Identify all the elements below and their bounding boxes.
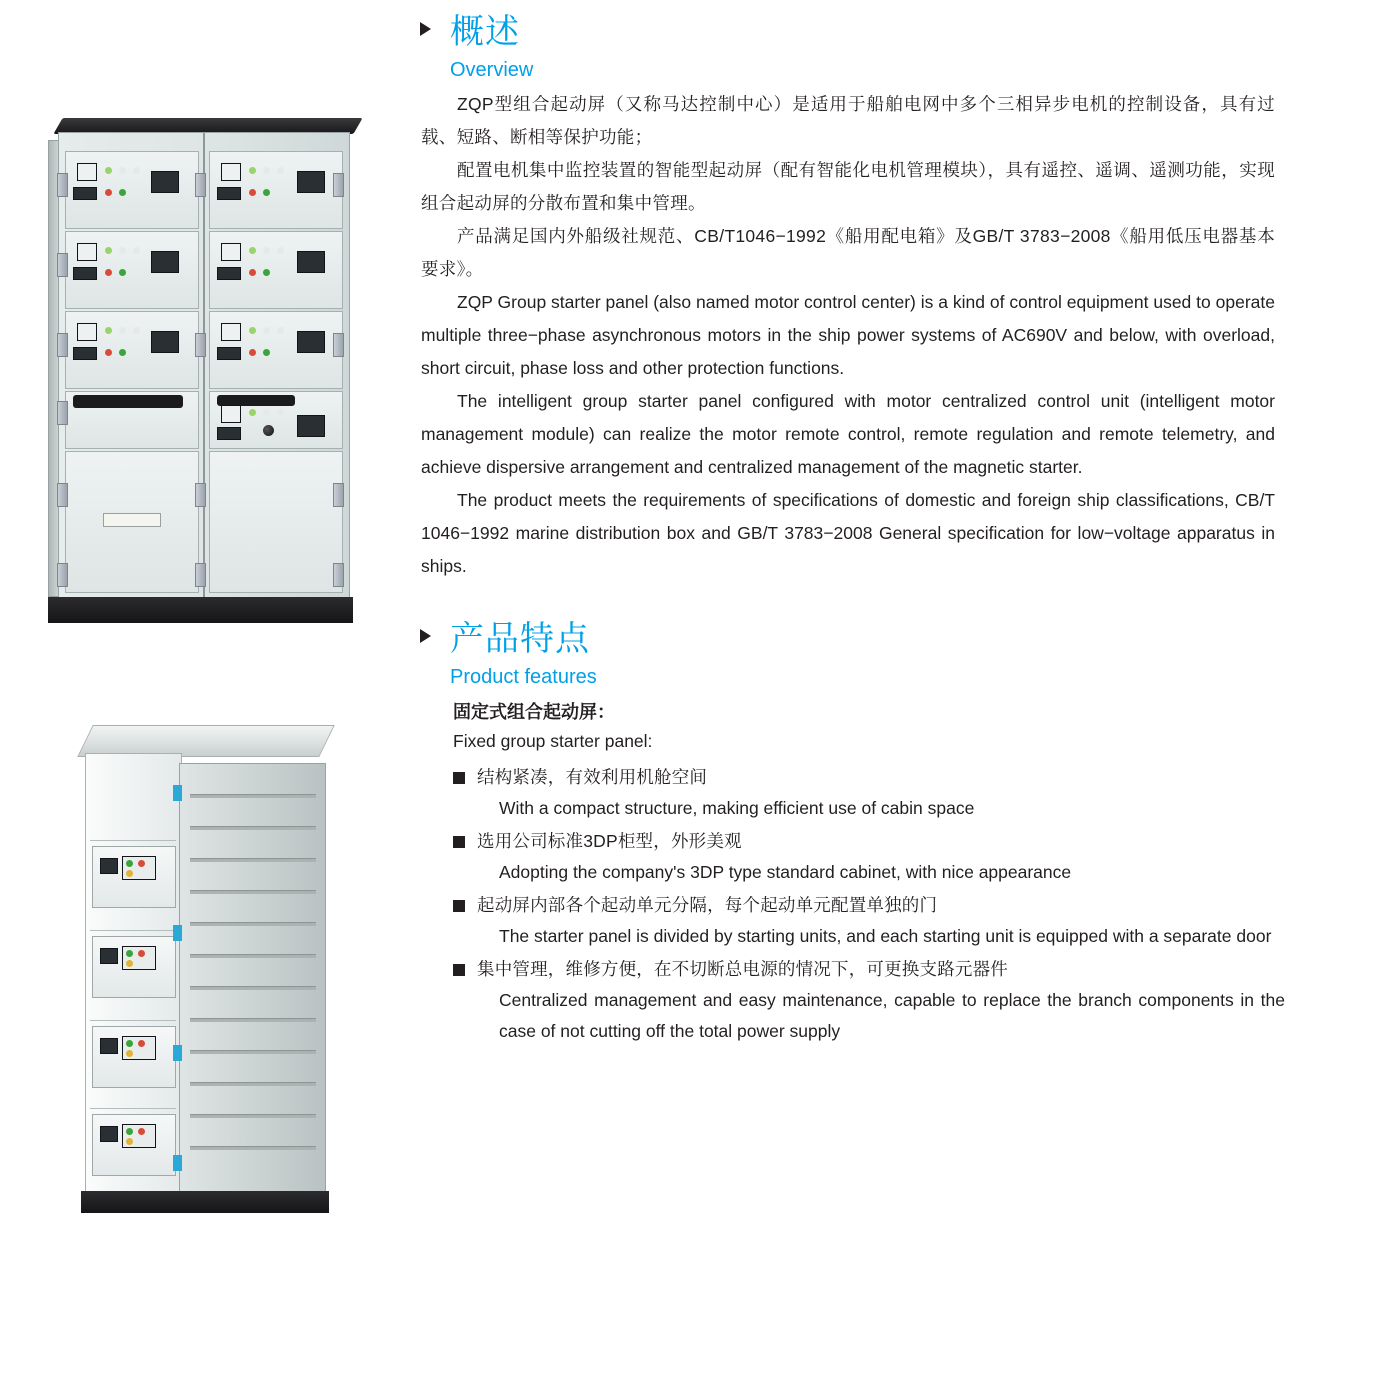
status-led [277, 327, 284, 334]
door-hinge [195, 333, 206, 357]
status-led [126, 960, 133, 967]
status-led [277, 247, 284, 254]
cabinet-front-face [85, 753, 182, 1195]
side-latch [173, 925, 182, 941]
ammeter [73, 347, 97, 360]
image-column [0, 0, 400, 1379]
status-led [119, 189, 126, 196]
control-switch [297, 331, 325, 353]
ammeter [73, 267, 97, 280]
ventilation-slot [190, 794, 316, 798]
status-led [105, 189, 112, 196]
status-led [249, 269, 256, 276]
status-led [126, 1040, 133, 1047]
door-hinge [57, 173, 68, 197]
door-hinge [333, 333, 344, 357]
status-led [105, 349, 112, 356]
status-led [277, 409, 284, 416]
features-subtitle-cn: 固定式组合起动屏： [453, 702, 615, 722]
control-switch [100, 1038, 118, 1054]
overview-paragraph-en-3: The product meets the requirements of specifications of domestic and foreign ship classifications, CB/T 1046−1992 marine distribution box and GB/T 3783−2008 General specification for low−voltage apparatus in ships. [421, 490, 1275, 576]
door-hinge [57, 333, 68, 357]
status-led [249, 409, 256, 416]
section-heading-features [405, 617, 1285, 661]
feature-text-en: Adopting the company's 3DP type standard cabinet, with nice appearance [499, 862, 1072, 882]
door-hinge [333, 563, 344, 587]
ventilation-slot [190, 1018, 316, 1022]
control-switch [297, 415, 325, 437]
overview-paragraph-en-1: ZQP Group starter panel (also named motor control center) is a kind of control equipment used to operate multiple three−phase asynchronous motors in the ship power systems of AC690V and below, with overload, short circuit, phase loss and other protection functions. [421, 292, 1275, 378]
ventilation-slot [190, 1146, 316, 1150]
status-led [263, 167, 270, 174]
panel-seam [90, 840, 176, 841]
ventilation-slot [190, 1114, 316, 1118]
ventilation-slot [190, 922, 316, 926]
status-led [119, 247, 126, 254]
status-led [119, 269, 126, 276]
indicator-window [221, 323, 241, 341]
status-led [263, 327, 270, 334]
control-switch [297, 251, 325, 273]
ventilation-slot [190, 858, 316, 862]
status-led [126, 1128, 133, 1135]
door-hinge [57, 563, 68, 587]
cabinet-title-strip [73, 141, 153, 148]
square-bullet-icon [453, 900, 465, 912]
door-hinge [195, 563, 206, 587]
text-column [405, 0, 1285, 1379]
ventilation-slot [190, 890, 316, 894]
feature-text-en: With a compact structure, making efficient use of cabin space [499, 798, 975, 818]
ammeter [217, 267, 241, 280]
status-led [138, 1128, 145, 1135]
section-heading-overview [405, 10, 1285, 54]
status-led [126, 1050, 133, 1057]
status-led [263, 247, 270, 254]
selector-knob [263, 425, 274, 436]
control-switch [297, 171, 325, 193]
triangle-bullet-icon [420, 629, 431, 643]
status-led [133, 247, 140, 254]
door-hinge [57, 401, 68, 425]
door-hinge [195, 173, 206, 197]
feature-item [405, 953, 1285, 1047]
status-led [249, 349, 256, 356]
panel-seam [90, 930, 176, 931]
ventilation-slot [190, 986, 316, 990]
square-bullet-icon [453, 772, 465, 784]
overview-paragraph-en-2: The intelligent group starter panel configured with motor centralized control unit (intelligent motor management module) can realize the motor remote control, remote regulation and remote telemetry, and achieve dispersive arrangement and centralized management of the magnetic starter. [421, 391, 1275, 477]
status-led [126, 1138, 133, 1145]
overview-paragraph-cn-3: 产品满足国内外船级社规范、CB/T1046−1992《船用配电箱》及GB/T 3783−2008《船用低压电器基本要求》。 [421, 226, 1275, 279]
status-led [105, 247, 112, 254]
cabinet-plinth [81, 1191, 329, 1213]
status-led [105, 167, 112, 174]
status-led [119, 327, 126, 334]
control-switch [151, 251, 179, 273]
status-led [138, 860, 145, 867]
ammeter [217, 347, 241, 360]
cabinet-side-face [179, 763, 326, 1195]
feature-item [405, 761, 1285, 824]
status-led [263, 269, 270, 276]
ventilation-slot [190, 954, 316, 958]
triangle-bullet-icon [420, 22, 431, 36]
door-handle [73, 395, 183, 408]
feature-text-cn: 起动屏内部各个起动单元分隔，每个起动单元配置单独的门 [477, 895, 938, 915]
ventilation-slot [190, 1050, 316, 1054]
product-photo-angle [55, 725, 375, 1245]
status-led [138, 1040, 145, 1047]
status-led [138, 950, 145, 957]
lower-compartment-door [209, 451, 343, 593]
indicator-window [221, 163, 241, 181]
indicator-window [221, 243, 241, 261]
features-subtitle-en: Fixed group starter panel: [453, 731, 653, 751]
section-title-en: Overview [450, 59, 534, 81]
ammeter [217, 427, 241, 440]
feature-item [405, 825, 1285, 888]
square-bullet-icon [453, 964, 465, 976]
ammeter [217, 187, 241, 200]
status-led [249, 189, 256, 196]
cabinet-center-divider [203, 133, 205, 598]
section-title-en: Product features [450, 666, 597, 688]
indicator-window [221, 405, 241, 423]
indicator-window [77, 243, 97, 261]
status-led [105, 269, 112, 276]
door-hinge [333, 483, 344, 507]
status-led [126, 950, 133, 957]
control-switch [100, 858, 118, 874]
status-led [249, 167, 256, 174]
control-switch [100, 1126, 118, 1142]
cabinet-front-body [58, 132, 350, 599]
status-led [263, 189, 270, 196]
status-led [133, 167, 140, 174]
status-led [263, 409, 270, 416]
status-led [263, 349, 270, 356]
feature-text-cn: 选用公司标准3DP柜型，外形美观 [477, 831, 742, 851]
ventilation-slot [190, 826, 316, 830]
status-led [119, 349, 126, 356]
feature-item [405, 889, 1285, 952]
indicator-window [77, 163, 97, 181]
side-latch [173, 785, 182, 801]
status-led [105, 327, 112, 334]
panel-seam [90, 1020, 176, 1021]
section-title-cn: 产品特点 [450, 620, 590, 658]
panel-seam [90, 1108, 176, 1109]
control-switch [151, 331, 179, 353]
ammeter [73, 187, 97, 200]
indicator-window [77, 323, 97, 341]
status-led [277, 167, 284, 174]
door-hinge [195, 483, 206, 507]
status-led [133, 327, 140, 334]
door-hinge [57, 483, 68, 507]
status-led [126, 860, 133, 867]
nameplate [103, 513, 161, 527]
status-led [249, 247, 256, 254]
side-latch [173, 1045, 182, 1061]
feature-text-en: Centralized management and easy maintenance, capable to replace the branch components in the case of not cutting off the total power supply [499, 990, 1285, 1041]
control-switch [151, 171, 179, 193]
control-switch [100, 948, 118, 964]
feature-text-en: The starter panel is divided by starting units, and each starting unit is equipped with a separate door [499, 926, 1272, 946]
door-hinge [57, 253, 68, 277]
door-hinge [333, 173, 344, 197]
square-bullet-icon [453, 836, 465, 848]
status-led [126, 870, 133, 877]
status-led [119, 167, 126, 174]
product-photo-front [40, 110, 370, 635]
section-title-cn: 概述 [450, 13, 520, 51]
status-led [249, 327, 256, 334]
cabinet-plinth [48, 597, 353, 623]
ventilation-slot [190, 1082, 316, 1086]
feature-text-cn: 结构紧凑，有效利用机舱空间 [477, 767, 708, 787]
overview-paragraph-cn-2: 配置电机集中监控装置的智能型起动屏（配有智能化电机管理模块），具有遥控、遥调、遥测功能，实现组合起动屏的分散布置和集中管理。 [421, 160, 1275, 213]
side-latch [173, 1155, 182, 1171]
overview-paragraph-cn-1: ZQP型组合起动屏（又称马达控制中心）是适用于船舶电网中多个三相异步电机的控制设备，具有过载、短路、断相等保护功能； [421, 94, 1275, 147]
feature-text-cn: 集中管理，维修方便，在不切断总电源的情况下，可更换支路元器件 [477, 959, 1008, 979]
